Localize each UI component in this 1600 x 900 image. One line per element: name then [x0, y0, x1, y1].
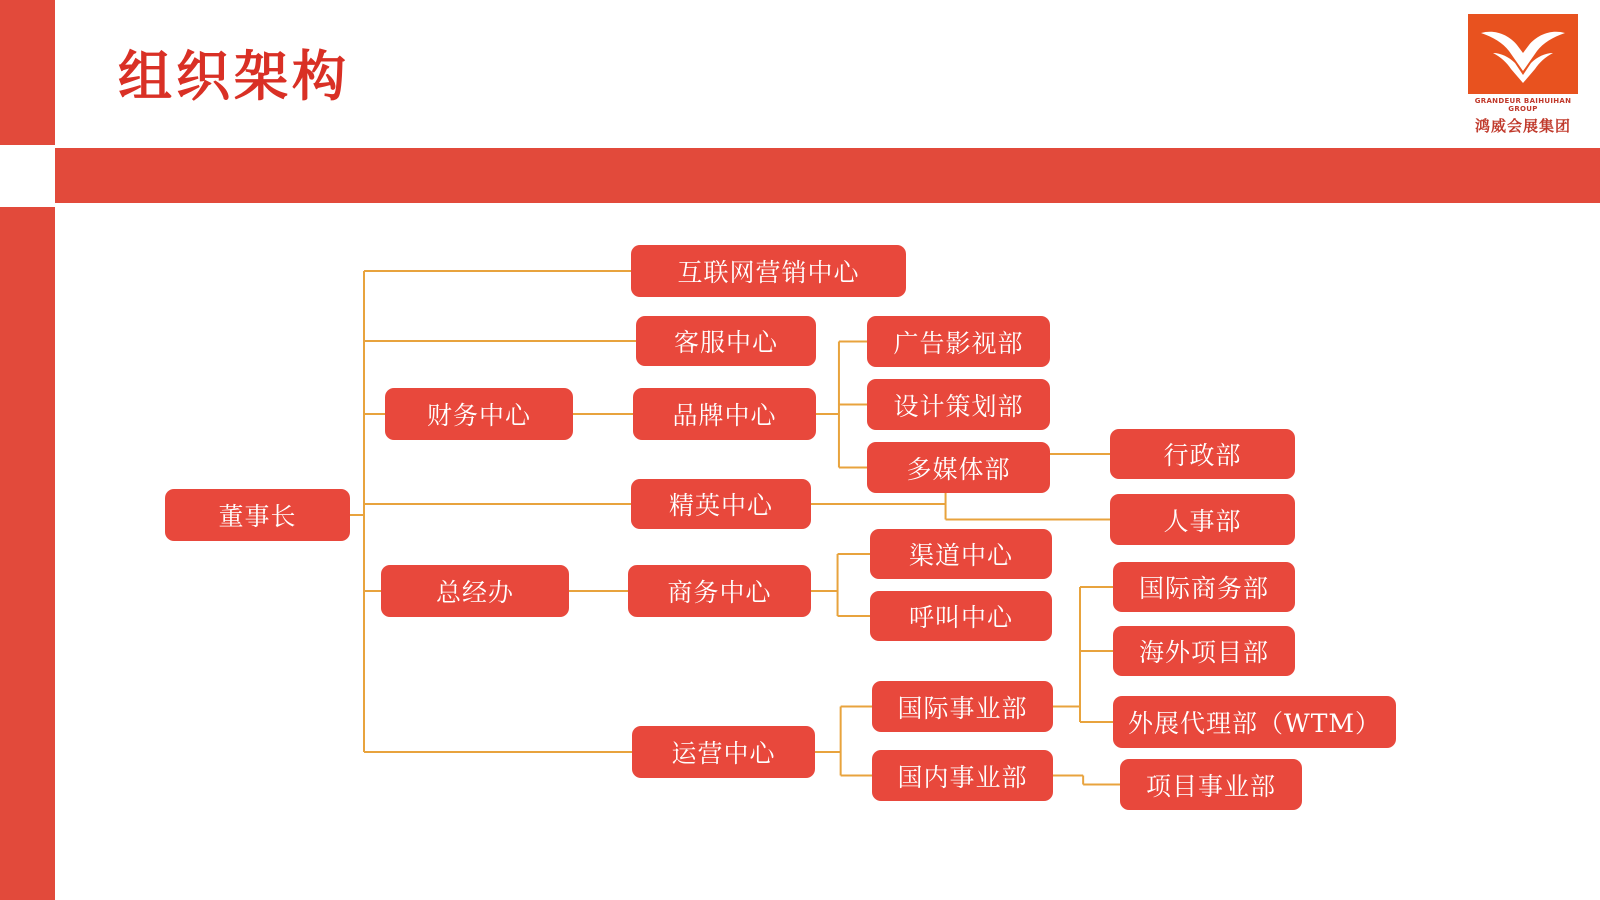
org-node-internet[interactable]: 互联网营销中心 — [631, 245, 906, 297]
org-node-overseas[interactable]: 海外项目部 — [1113, 626, 1295, 676]
logo-english-text: GRANDEUR BAIHUIHAN GROUP — [1474, 97, 1572, 113]
org-node-wtm[interactable]: 外展代理部（WTM） — [1113, 696, 1396, 748]
top-left-accent-block — [0, 0, 55, 145]
org-node-business[interactable]: 商务中心 — [628, 565, 811, 617]
page-title: 组织架构 — [118, 45, 350, 108]
org-node-design[interactable]: 设计策划部 — [867, 379, 1050, 430]
org-node-gm-office[interactable]: 总经办 — [381, 565, 569, 617]
wings-w-logo-icon — [1468, 14, 1578, 94]
org-node-brand[interactable]: 品牌中心 — [633, 388, 816, 440]
org-node-ad-film[interactable]: 广告影视部 — [867, 316, 1050, 367]
org-node-finance[interactable]: 财务中心 — [385, 388, 573, 440]
org-node-service[interactable]: 客服中心 — [636, 316, 816, 366]
logo-chinese-text: 鸿威会展集团 — [1474, 117, 1571, 135]
company-logo — [1468, 14, 1578, 135]
header-accent-band — [55, 148, 1600, 203]
org-node-elite[interactable]: 精英中心 — [631, 479, 811, 529]
org-node-channel[interactable]: 渠道中心 — [870, 529, 1052, 579]
org-node-intl-dept[interactable]: 国际事业部 — [872, 681, 1053, 732]
org-node-intl-biz[interactable]: 国际商务部 — [1113, 562, 1295, 612]
org-node-admin[interactable]: 行政部 — [1110, 429, 1295, 479]
org-node-multimedia[interactable]: 多媒体部 — [867, 442, 1050, 493]
white-notch — [0, 145, 55, 207]
org-node-project[interactable]: 项目事业部 — [1120, 759, 1302, 810]
org-node-domestic[interactable]: 国内事业部 — [872, 750, 1053, 801]
org-node-call-center[interactable]: 呼叫中心 — [870, 591, 1052, 641]
org-node-hr[interactable]: 人事部 — [1110, 494, 1295, 545]
org-node-operation[interactable]: 运营中心 — [632, 726, 815, 778]
org-node-chairman[interactable]: 董事长 — [165, 489, 350, 541]
